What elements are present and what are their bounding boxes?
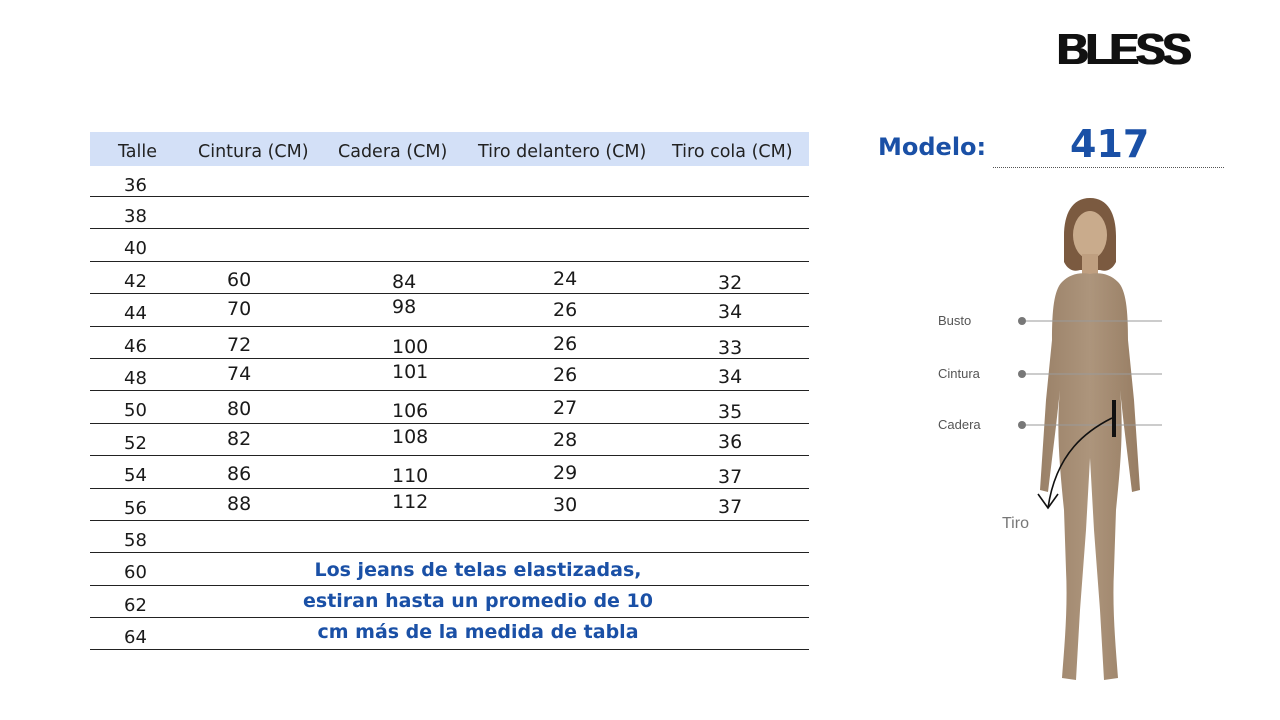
tiro-delantero-cell: 29 (553, 462, 578, 485)
table-row (90, 294, 809, 326)
tiro-delantero-cell: 27 (553, 397, 578, 420)
table-row (90, 262, 809, 294)
header-tiro-delantero: Tiro delantero (CM) (478, 142, 647, 162)
talle-cell: 40 (124, 238, 147, 260)
talle-cell: 38 (124, 206, 147, 227)
table-row (90, 166, 809, 197)
table-row (90, 521, 809, 553)
tiro-cola-cell: 34 (718, 365, 743, 388)
table-row (90, 229, 809, 261)
modelo-label: Modelo: (878, 133, 987, 161)
cintura-cell: 86 (227, 463, 252, 486)
modelo-underline (993, 167, 1224, 168)
tiro-delantero-cell: 26 (553, 299, 578, 322)
talle-cell: 42 (124, 270, 147, 292)
tiro-cola-cell: 36 (718, 430, 743, 453)
modelo-value: 417 (1070, 122, 1150, 166)
cadera-cell: 112 (392, 490, 429, 513)
table-row (90, 359, 809, 391)
header-cadera: Cadera (CM) (338, 142, 448, 162)
note-line-1: Los jeans de telas elastizadas, (314, 559, 642, 581)
tiro-cola-cell: 32 (718, 271, 743, 294)
talle-cell: 50 (124, 400, 147, 422)
cintura-cell: 82 (227, 427, 252, 450)
body-measurement-figure (930, 190, 1190, 700)
cadera-cell: 101 (392, 360, 429, 383)
talle-cell: 60 (124, 562, 147, 584)
talle-cell: 56 (124, 497, 147, 519)
tiro-delantero-cell: 24 (553, 267, 578, 290)
cintura-cell: 74 (227, 362, 252, 385)
talle-cell: 54 (124, 465, 147, 487)
table-row (90, 327, 809, 359)
note-line-3: cm más de la medida de tabla (317, 621, 639, 643)
cadera-cell: 110 (392, 465, 429, 488)
talle-cell: 62 (124, 594, 147, 616)
header-tiro-cola: Tiro cola (CM) (672, 142, 793, 162)
table-row (90, 424, 809, 456)
cintura-cell: 70 (227, 298, 252, 321)
cadera-cell: 100 (392, 335, 429, 358)
talle-cell: 58 (124, 529, 147, 551)
cadera-cell: 84 (392, 270, 417, 293)
talle-cell: 48 (124, 367, 147, 389)
talle-cell: 46 (124, 335, 147, 357)
figure-label-cintura: Cintura (938, 366, 980, 381)
cadera-cell: 108 (392, 425, 429, 448)
table-row (90, 489, 809, 521)
figure-label-busto: Busto (938, 313, 972, 328)
talle-cell: 64 (124, 627, 147, 649)
tiro-cola-cell: 34 (718, 301, 743, 324)
figure-label-cadera: Cadera (938, 417, 981, 432)
tiro-cola-cell: 37 (718, 495, 743, 518)
talle-cell: 52 (124, 432, 147, 454)
cintura-dot (1018, 370, 1026, 378)
table-header (90, 132, 809, 166)
brand-logo: BLESS (1057, 25, 1189, 74)
cintura-cell: 60 (227, 268, 252, 291)
talle-cell: 36 (124, 175, 147, 196)
table-row (90, 456, 809, 488)
figure-body (1040, 273, 1140, 680)
note-line-2: estiran hasta un promedio de 10 (303, 590, 653, 612)
header-talle: Talle (118, 142, 158, 162)
header-cintura: Cintura (CM) (198, 142, 309, 162)
table-row (90, 197, 809, 229)
cintura-cell: 80 (227, 398, 252, 421)
figure-head (1073, 211, 1107, 259)
cadera-cell: 106 (392, 400, 429, 423)
talle-cell: 44 (124, 303, 147, 325)
tiro-cola-cell: 33 (718, 336, 743, 359)
tiro-cola-cell: 37 (718, 466, 743, 489)
cadera-dot (1018, 421, 1026, 429)
cintura-cell: 88 (227, 492, 252, 515)
tiro-delantero-cell: 28 (553, 428, 578, 451)
busto-dot (1018, 317, 1026, 325)
cadera-cell: 98 (392, 296, 417, 319)
cintura-cell: 72 (227, 333, 252, 356)
tiro-cola-cell: 35 (718, 401, 743, 424)
tiro-delantero-cell: 26 (553, 332, 578, 355)
tiro-delantero-cell: 30 (553, 493, 578, 516)
tiro-delantero-cell: 26 (553, 363, 578, 386)
size-table (90, 132, 809, 650)
figure-label-tiro: Tiro (1002, 515, 1029, 532)
table-row (90, 391, 809, 423)
